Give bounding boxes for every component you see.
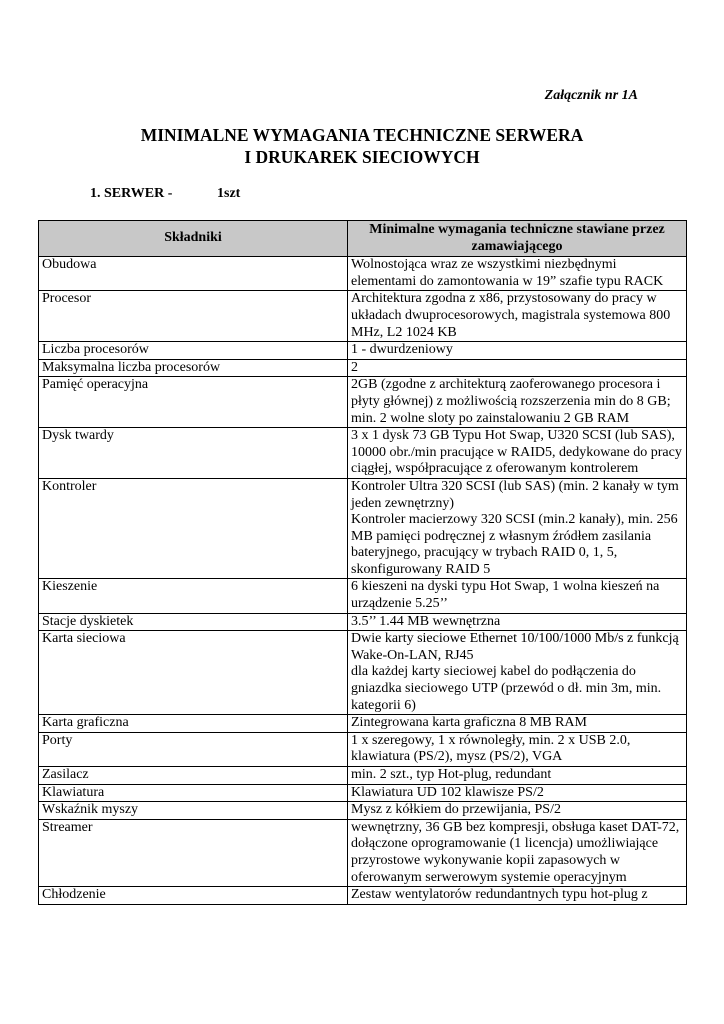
requirement-text: 6 kieszeni na dyski typu Hot Swap, 1 wolna kieszeń na urządzenie 5.25’’	[351, 579, 660, 612]
requirement-text: Dwie karty sieciowe Ethernet 10/100/1000 Mb/s z funkcją Wake-On-LAN, RJ45	[351, 631, 679, 663]
table-row	[39, 887, 687, 905]
requirement-text: 3.5’’ 1.44 MB wewnętrzna	[351, 613, 501, 629]
section-quantity: 1szt	[217, 186, 241, 201]
table-row	[39, 428, 687, 479]
component-cell: Karta graficzna	[39, 715, 348, 733]
table-row	[39, 579, 687, 613]
component-cell: Porty	[39, 732, 348, 766]
section-heading	[90, 186, 240, 202]
table-row	[39, 342, 687, 360]
component-cell: Stacje dyskietek	[39, 613, 348, 631]
requirement-text: Mysz z kółkiem do przewijania, PS/2	[351, 802, 561, 818]
requirement-text: Zintegrowana karta graficzna 8 MB RAM	[351, 715, 587, 731]
requirements-cell	[348, 802, 687, 820]
document-title	[0, 124, 724, 168]
table-row	[39, 257, 687, 291]
component-cell: Kieszenie	[39, 579, 348, 613]
requirement-text: 2	[351, 359, 358, 375]
requirement-text: 2GB (zgodne z architekturą zaoferowanego procesora i płyty głównej) z możliwością rozszerzenia min do 8 GB; min. 2 wolne sloty po zainstalowaniu 2 GB RAM	[351, 377, 671, 426]
section-number: 1. SERWER -	[90, 186, 173, 201]
table-row	[39, 715, 687, 733]
component-cell: Dysk twardy	[39, 428, 348, 479]
requirement-text: wewnętrzny, 36 GB bez kompresji, obsługa kaset DAT-72, dołączone oprogramowanie (1 licencja) umożliwiające przyrostowe wykonywanie kopii zapasowych w oferowanym serwerowym systemie operacyjnym	[351, 819, 680, 885]
table-row	[39, 784, 687, 802]
requirements-cell	[348, 732, 687, 766]
component-cell: Karta sieciowa	[39, 631, 348, 715]
requirement-text: Kontroler macierzowy 320 SCSI (min.2 kanały), min. 256 MB pamięci podręcznej z własnym źródłem zasilania bateryjnego, pracujący w trybach RAID 0, 1, 5, skonfigurowany RAID 5	[351, 512, 678, 577]
requirement-text: min. 2 szt., typ Hot-plug, redundant	[351, 767, 552, 782]
component-cell: Chłodzenie	[39, 887, 348, 905]
component-cell: Zasilacz	[39, 767, 348, 785]
requirements-cell	[348, 359, 687, 377]
requirements-cell	[348, 887, 687, 905]
requirement-text: Kontroler Ultra 320 SCSI (lub SAS) (min. 2 kanały w tym jeden zewnętrzny)	[351, 478, 679, 511]
component-cell: Pamięć operacyjna	[39, 377, 348, 428]
component-cell: Kontroler	[39, 478, 348, 579]
table-row	[39, 291, 687, 342]
component-cell: Wskaźnik myszy	[39, 802, 348, 820]
column-header-component: Składniki	[39, 221, 348, 257]
table-row	[39, 359, 687, 377]
table-row	[39, 819, 687, 886]
component-cell: Liczba procesorów	[39, 342, 348, 360]
requirement-text: 3 x 1 dysk 73 GB Typu Hot Swap, U320 SCSI (lub SAS), 10000 obr./min pracujące w RAID5, dedykowane do pracy ciągłej, współpracujące z oferowanym kontrolerem	[351, 428, 682, 477]
requirements-cell	[348, 377, 687, 428]
requirements-cell	[348, 257, 687, 291]
requirement-text: 1 - dwurdzeniowy	[351, 342, 453, 358]
annex-label: Załącznik nr 1A	[544, 88, 638, 103]
component-cell: Klawiatura	[39, 784, 348, 802]
table-row	[39, 377, 687, 428]
requirements-cell	[348, 715, 687, 733]
requirement-text: 1 x szeregowy, 1 x równoległy, min. 2 x USB 2.0, klawiatura (PS/2), mysz (PS/2), VGA	[351, 732, 631, 765]
requirement-text: Wolnostojąca wraz ze wszystkimi niezbędnymi elementami do zamontowania w 19” szafie typu RACK	[351, 257, 664, 289]
requirements-cell	[348, 579, 687, 613]
table-row	[39, 478, 687, 579]
requirement-text: dla każdej karty sieciowej kabel do podłączenia do gniazdka sieciowego UTP (przewód o dł. min 3m, min. kategorii 6)	[351, 664, 662, 713]
requirements-table	[38, 220, 687, 905]
column-header-requirements: Minimalne wymagania techniczne stawiane przez zamawiającego	[348, 221, 687, 257]
table-row	[39, 631, 687, 715]
component-cell: Maksymalna liczba procesorów	[39, 359, 348, 377]
title-line-1: MINIMALNE WYMAGANIA TECHNICZNE SERWERA	[140, 125, 584, 145]
requirements-cell	[348, 478, 687, 579]
requirements-cell	[348, 428, 687, 479]
requirement-text: Architektura zgodna z x86, przystosowany do pracy w układach dwuprocesorowych, magistrala systemowa 800 MHz, L2 1024 KB	[351, 291, 671, 340]
requirements-cell	[348, 291, 687, 342]
table-header-row	[39, 221, 687, 257]
table-body	[39, 257, 687, 905]
table-row	[39, 732, 687, 766]
requirements-cell	[348, 784, 687, 802]
table-row	[39, 767, 687, 785]
table-row	[39, 613, 687, 631]
requirements-cell	[348, 613, 687, 631]
requirement-text: Zestaw wentylatorów redundantnych typu hot-plug z	[351, 887, 648, 903]
requirement-text: Klawiatura UD 102 klawisze PS/2	[351, 784, 544, 800]
requirements-cell	[348, 342, 687, 360]
component-cell: Streamer	[39, 819, 348, 886]
requirements-cell	[348, 631, 687, 715]
component-cell: Procesor	[39, 291, 348, 342]
requirements-cell	[348, 819, 687, 886]
table-row	[39, 802, 687, 820]
title-line-2: I DRUKAREK SIECIOWYCH	[244, 147, 480, 167]
component-cell: Obudowa	[39, 257, 348, 291]
requirements-cell	[348, 767, 687, 785]
